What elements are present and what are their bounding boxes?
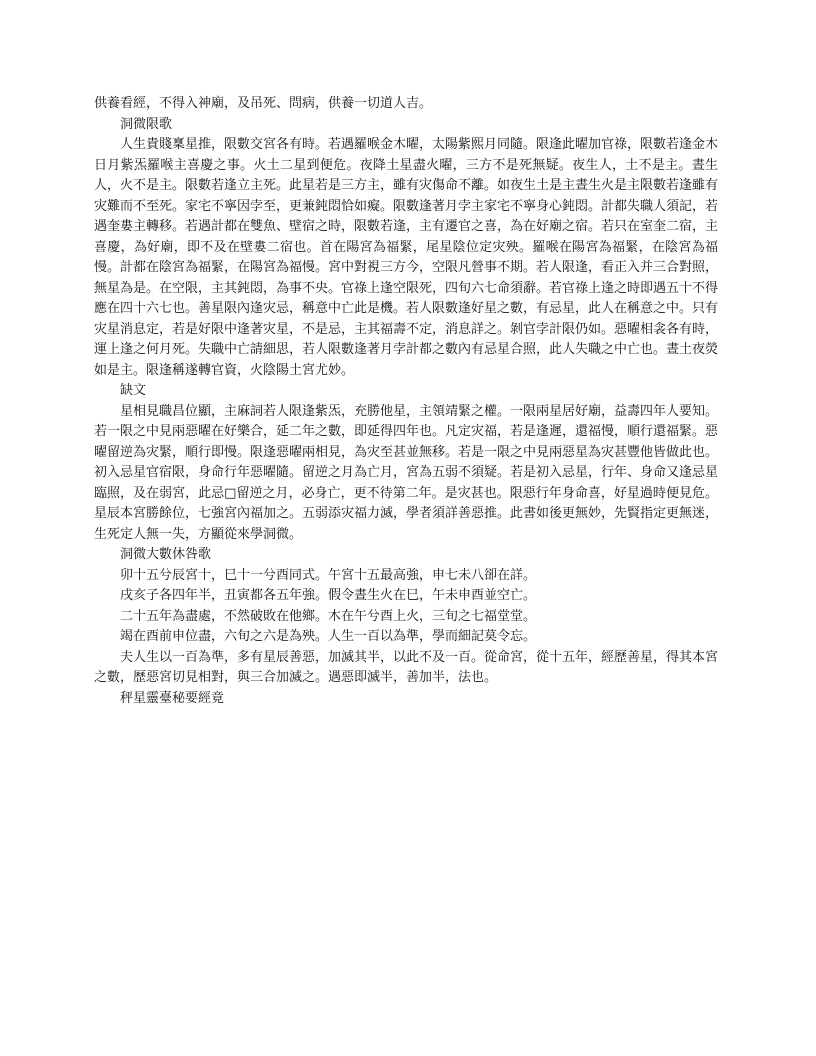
paragraph-dongwei-xian-ge: 人生貴賤稟星推，限數交宮各有時。若遇羅喉金木曜，太陽紫熙月同隨。限逢此曜加官祿，限數若逢金木日月紫炁羅喉主喜慶之事。火土二星到便危。夜降土星盡火曜，三方不是死無疑。夜生人，土不是主。晝生人，火不是主。限數若逢立主死。此星若是三方主，雖有灾傷命不離。如夜生土是主晝生火是主限數若逢雖有灾難而不至死。家宅不寧因孛至，更兼鈍悶恰如癡。限數逢著月孛主家宅不寧身心鈍悶。計都失職人須記，若遇奎婁主轉移。若遇計都在雙魚、壁宿之時，限數若逢，主有遷官之喜，為在好廟之宿。若只在室奎二宿，主喜慶，為好廟，即不及在壁婁二宿也。首在陽宮為福緊，尾星陰位定灾殃。羅喉在陽宮為福緊，在陰宮為福慢。計都在陰宮為福緊，在陽宮為福慢。宮中對視三方今，空限凡營事不期。若人限逢，看正入并三合對照，無星為是。在空限，主其鈍悶，為事不央。官祿上逢空限死，四旬六七命須辭。若官祿上逢之時即遇五十不得應在四十六七也。善星限內逢灾忌，稱意中亡此是機。若人限數逢好星之數，有忌星，此人在稱意之中。只有灾星消息定，若是好限中逢著灾星，不是忌，主其福壽不定，消息詳之。剝官孛計限仍如。惡曜相衾各有時，運上逢之何月死。失職中亡請細思，若人限數逢著月孛計都之數內有忌星合照，此人失職之中亡也。晝土夜熒如是主。限逢稱遂轉官資，火陰陽土宮尤妙。 xyxy=(94,137,719,378)
verse-line: 戌亥子各四年半，丑寅都各五年強。假令晝生火在巳，午未申酉並空亡。 xyxy=(120,588,537,603)
verse-line: 竭在酉前申位盡，六旬之六是為殃。人生一百以為準，學而細記莫令忘。 xyxy=(120,629,537,644)
opening-paragraph: 供養看經，不得入神廟，及吊死、問病，供養一切道人吉。 xyxy=(94,96,433,111)
verse-line: 二十五年為盡處，不然破敗在他鄉。木在午兮酉上火，三旬之七福堂堂。 xyxy=(120,608,537,624)
section-heading-dongwei-xian-ge: 洞微限歌 xyxy=(120,116,173,132)
commentary-paragraph: 夫人生以一百為準，多有星辰善惡，加滅其半，以此不及一百。從命宮，從十五年，經歷善星，得其本宮之數，歷惡宮切見相對，與三合加滅之。遇惡即滅半，善加半，法也。 xyxy=(94,649,719,685)
section-heading-missing-text: 缺文 xyxy=(120,383,147,398)
verse-line: 卯十五兮辰宮十，巳十一兮酉同式。午宮十五最高強，申七未八卻在詳。 xyxy=(120,567,537,583)
section-heading-dongwei-dashu-ge: 洞微大數休咎歌 xyxy=(120,547,212,562)
document-page xyxy=(94,94,718,709)
closing-heading: 秤星靈臺秘要經竟 xyxy=(120,690,225,706)
paragraph-missing-text: 星相見職昌位顯，主麻詞若人限逢紫炁，充勝他星，主領靖緊之權。一限兩星居好廟，益壽四年人要知。若一限之中見兩惡曜在好樂合，延二年之數，即延得四年也。凡定灾福，若是逢遲，還福慢，順行還福緊。惡曜留逆為灾緊，順行即慢。限逢惡曜兩相見，為灾至甚並無移。若是一限之中見兩惡星為灾甚豐他皆做此也。初入忌星官宿限，身命行年惡曜隨。留逆之月為亡月，宮為五弱不須疑。若是初入忌星，行年、身命又逢忌星臨照，及在弱宮，此忌□留逆之月，必身亡，更不待第二年。是灾甚也。限惡行年身命喜，好星過時便見危。星辰本宮勝餘位，七強宮內福加之。五弱添灾福力滅，學者須詳善惡推。此書如後更無妙，先賢指定更無迷，生死定人無一失，方顯從來學洞微。 xyxy=(94,403,719,542)
